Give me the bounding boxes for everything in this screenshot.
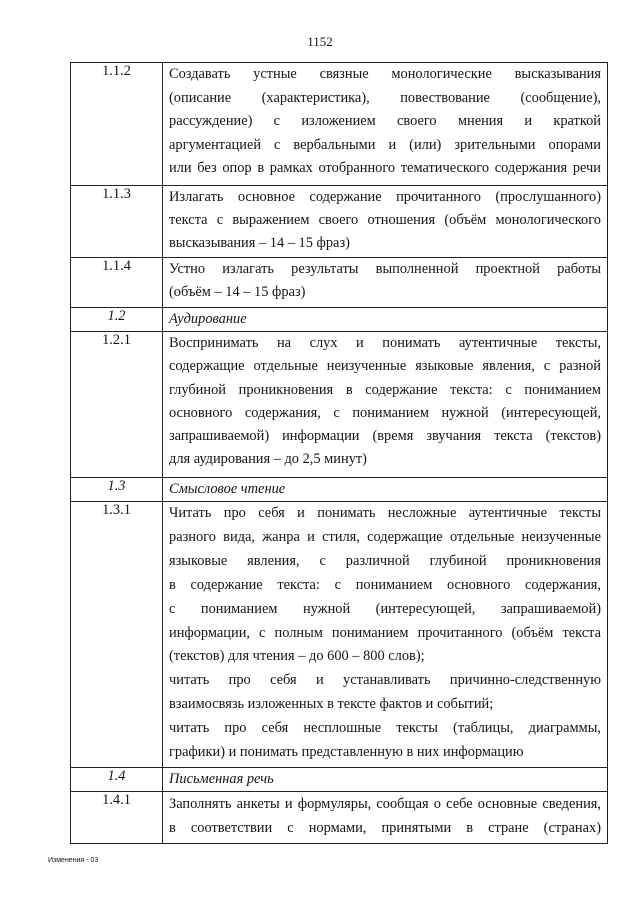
section-number: 1.4 xyxy=(71,768,163,792)
table-row-1-1-3 xyxy=(71,186,608,258)
item-text: Устно излагать результаты выполненной проектной работы (объём – 14 – 15 фраз) xyxy=(163,258,608,308)
section-number: 1.2 xyxy=(71,308,163,332)
section-number: 1.3 xyxy=(71,478,163,502)
table-row-1-3-1 xyxy=(71,502,608,768)
page-number: 1152 xyxy=(307,34,333,49)
table-row-1-1-4 xyxy=(71,258,608,308)
item-number: 1.2.1 xyxy=(71,332,163,478)
item-text: Создавать устные связные монологические высказывания (описание (характеристика), повествование (сообщение), рассуждение) с изложением своего мнения и краткой аргументацией с вербальными и (или) зрительными опорами или без опор в рамках отобранного тематического содержания речи xyxy=(163,63,608,186)
item-number: 1.1.2 xyxy=(71,63,163,186)
section-row-1-2 xyxy=(71,308,608,332)
item-number: 1.4.1 xyxy=(71,792,163,844)
document-table xyxy=(70,62,608,844)
table-row-1-1-2 xyxy=(71,63,608,186)
item-text: Воспринимать на слух и понимать аутентичные тексты, содержащие отдельные неизученные языковые явления, с разной глубиной проникновения в содержание текста: с пониманием основного содержания, с пониманием нужной (интересующей, запрашиваемой) информации (время звучания текста (текстов) для аудирования – до 2,5 минут) xyxy=(163,332,608,478)
item-text: Читать про себя и понимать несложные аутентичные тексты разного вида, жанра и стиля, содержащие отдельные неизученные языковые явления, с различной глубиной проникновения в содержание текста: с пониманием основного содержания, с пониманием нужной (интересующей, запрашиваемой) информации, с полным пониманием прочитанного (объём текста (текстов) для чтения – до 600 – 800 слов); читать про себя и устанавливать причинно-следственную взаимосвязь изложенных в тексте фактов и событий; читать про себя несплошные тексты (таблицы, диаграммы, графики) и понимать представленную в них информацию xyxy=(163,502,608,768)
item-text: Излагать основное содержание прочитанного (прослушанного) текста с выражением своего отношения (объём монологического высказывания – 14 – 15 фраз) xyxy=(163,186,608,258)
section-title: Смысловое чтение xyxy=(163,478,608,502)
table-row-1-2-1 xyxy=(71,332,608,478)
section-row-1-4 xyxy=(71,768,608,792)
item-text: Заполнять анкеты и формуляры, сообщая о себе основные сведения, в соответствии с нормами, принятыми в стране (странах) xyxy=(163,792,608,844)
section-title: Письменная речь xyxy=(163,768,608,792)
section-row-1-3 xyxy=(71,478,608,502)
item-number: 1.3.1 xyxy=(71,502,163,768)
table-row-1-4-1 xyxy=(71,792,608,844)
section-title: Аудирование xyxy=(163,308,608,332)
item-number: 1.1.3 xyxy=(71,186,163,258)
item-number: 1.1.4 xyxy=(71,258,163,308)
footer-revision-note: Изменения - 03 xyxy=(48,857,99,864)
